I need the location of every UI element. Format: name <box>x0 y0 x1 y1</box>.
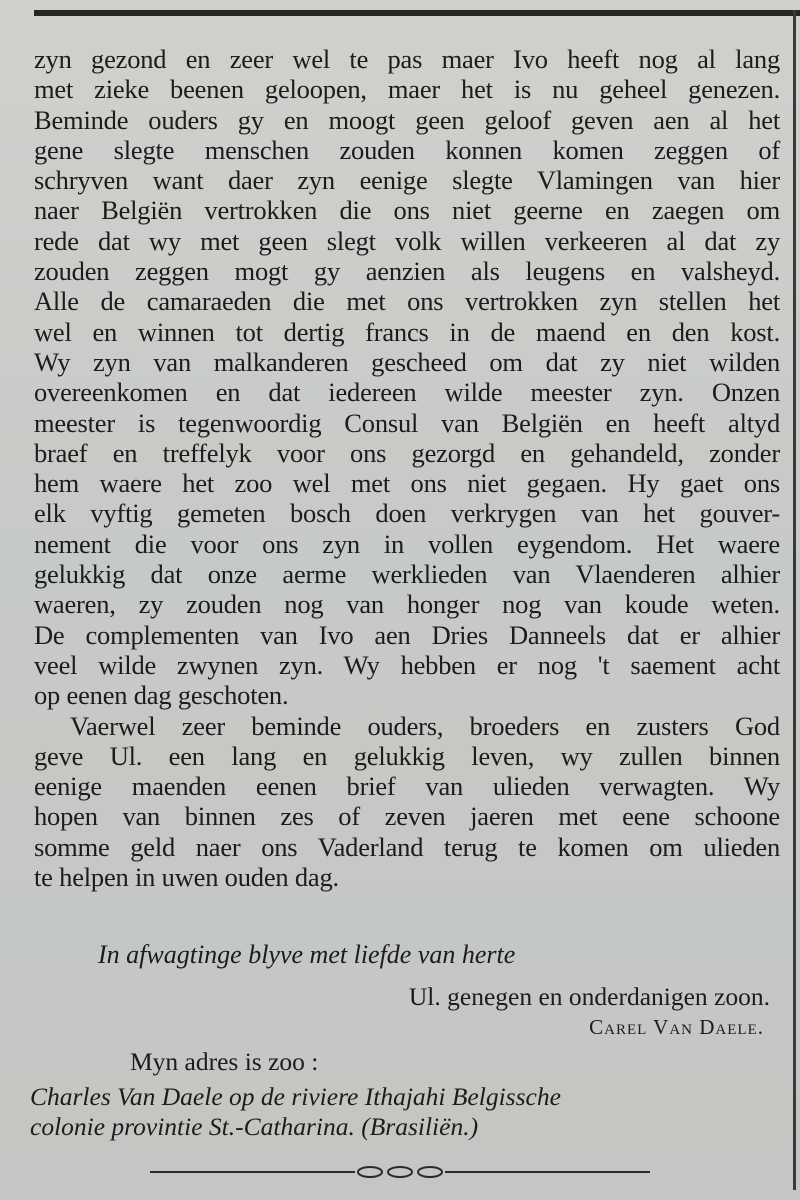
letter-line: Wy zyn van malkanderen gescheed om dat zy niet wilden <box>34 346 780 377</box>
letter-line: zyn gezond en zeer wel te pas maer Ivo heeft nog al lang <box>34 44 780 74</box>
letter-line: hem waere het zoo wel met ons niet gegaen. Hy gaet ons <box>34 468 780 499</box>
letter-line: schryven want daer zyn eenige slegte Vlamingen van hier <box>34 165 780 196</box>
letter-body <box>34 44 780 892</box>
top-rule <box>34 10 800 16</box>
letter-line: De complementen van Ivo aen Dries Danneels dat er alhier <box>34 619 780 650</box>
letter-line: op eenen dag geschoten. <box>34 680 289 711</box>
signature-name: Carel Van Daele. <box>589 1015 764 1039</box>
letter-line: naer Belgiën vertrokken die ons niet geerne en zaegen om <box>34 195 780 226</box>
letter-line: gelukkig dat onze aerme werklieden van Vlaenderen alhier <box>34 559 780 590</box>
letter-line: somme geld naer ons Vaderland terug te komen om ulieden <box>34 831 780 862</box>
letter-line: wel en winnen tot dertig francs in de maend en den kost. <box>34 316 780 347</box>
letter-line: meester is tegenwoordig Consul van Belgiën en heeft altyd <box>34 407 780 438</box>
letter-line: overeenkomen en dat iedereen wilde meester zyn. Onzen <box>34 377 780 408</box>
letter-line: braef en treffelyk voor ons gezorgd en gehandeld, zonder <box>34 437 780 468</box>
address-label: Myn adres is zoo : <box>130 1047 319 1076</box>
letter-line: rede dat wy met geen slegt volk willen verkeeren al dat zy <box>34 225 780 256</box>
letter-line: gene slegte menschen zouden konnen komen zeggen of <box>34 134 780 165</box>
letter-line: geve Ul. een lang en gelukkig leven, wy zullen binnen <box>34 740 780 771</box>
address-block <box>30 1082 780 1142</box>
closing-phrase: In afwagtinge blyve met liefde van herte <box>98 940 516 969</box>
letter-line: waeren, zy zouden nog van honger nog van koude weten. <box>34 589 780 620</box>
ornament-divider <box>150 1164 650 1180</box>
address-line: Charles Van Daele op de riviere Ithajahi Belgissche <box>30 1082 561 1111</box>
letter-line: Beminde ouders gy en moogt geen geloof geven aen al het <box>34 104 780 135</box>
letter-line: met zieke beenen geloopen, maer het is nu geheel genezen. <box>34 74 780 105</box>
address-line: colonie provintie St.-Catharina. (Brasiliën.) <box>30 1112 479 1141</box>
letter-line: elk vyftig gemeten bosch doen verkrygen van het gouver- <box>34 498 780 529</box>
letter-line: Alle de camaraeden die met ons vertrokken zyn stellen het <box>34 286 780 317</box>
letter-line: zouden zeggen mogt gy aenzien als leugens en valsheyd. <box>34 256 780 287</box>
column-rule <box>793 10 796 1190</box>
letter-line: eenige maenden eenen brief van ulieden verwagten. Wy <box>34 771 780 802</box>
signoff: Ul. genegen en onderdanigen zoon. <box>408 982 770 1011</box>
letter-line: hopen van binnen zes of zeven jaeren met eene schoone <box>34 801 780 832</box>
letter-line: te helpen in uwen ouden dag. <box>34 862 339 893</box>
letter-line: nement die voor ons zyn in vollen eygendom. Het waere <box>34 528 780 559</box>
letter-line: veel wilde zwynen zyn. Wy hebben er nog 't saement acht <box>34 649 780 680</box>
letter-line: Vaerwel zeer beminde ouders, broeders en zusters God <box>70 710 780 741</box>
